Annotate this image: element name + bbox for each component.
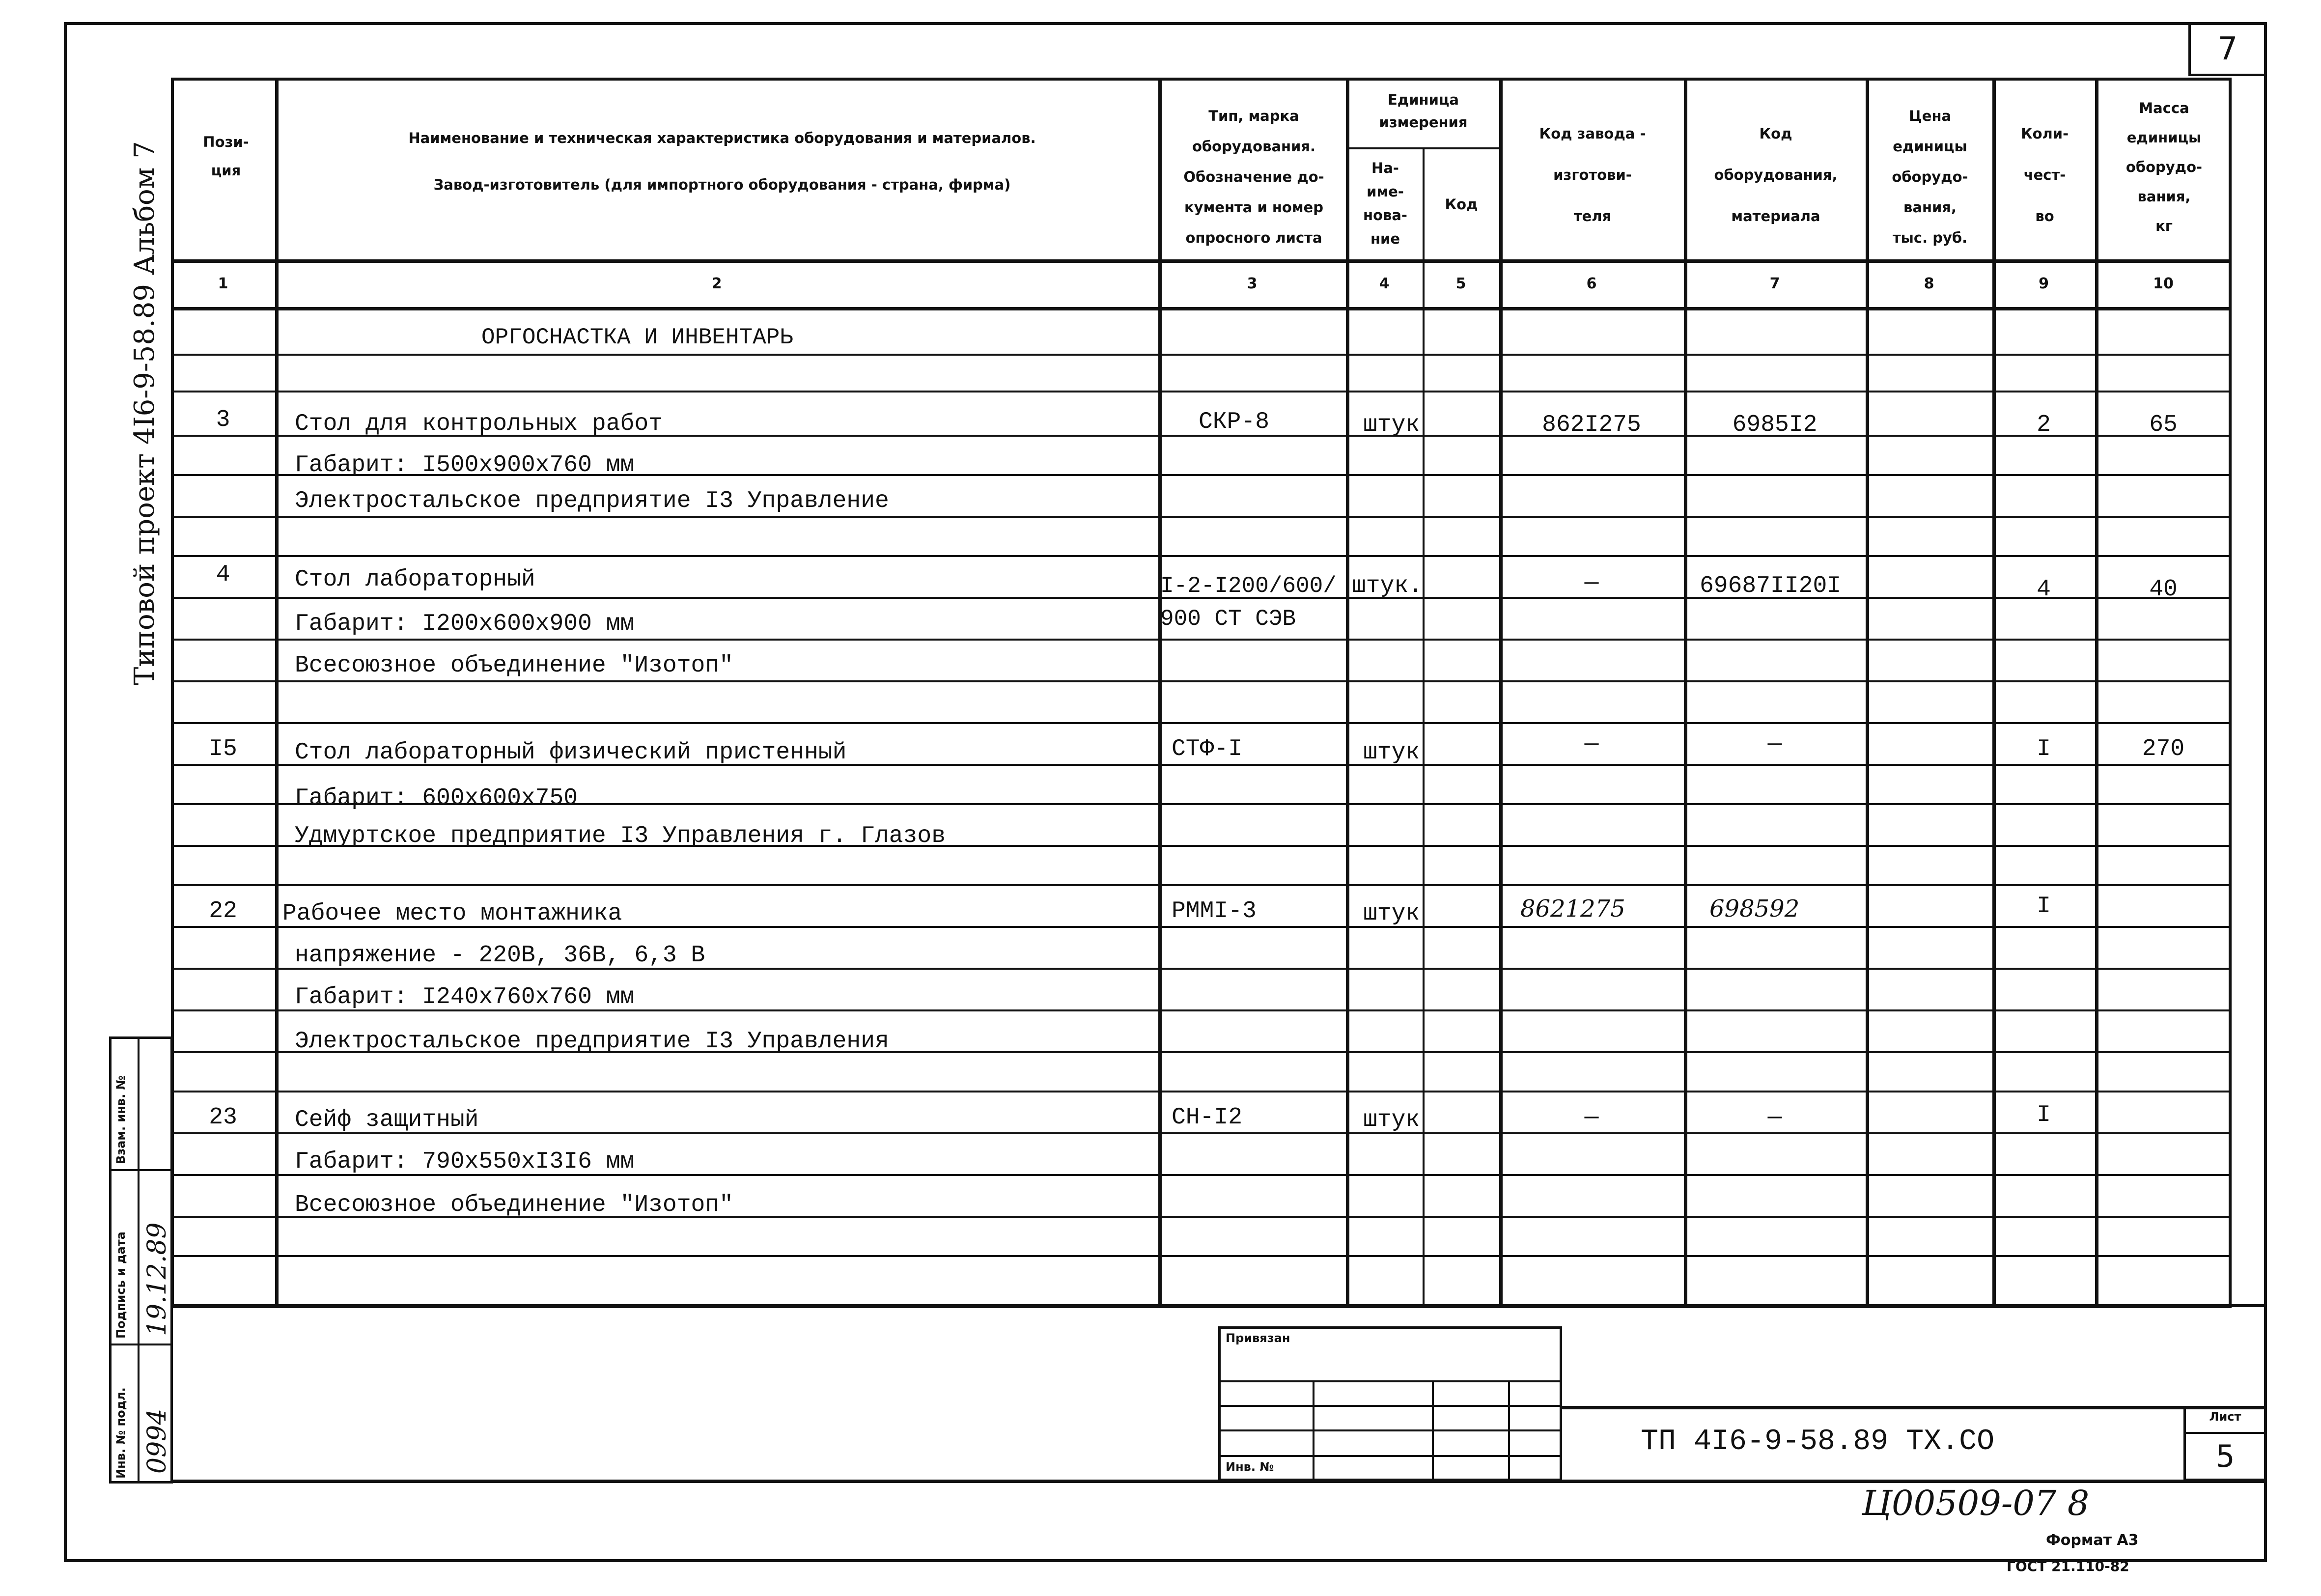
item-type: СКР-8	[1199, 409, 1270, 435]
item-name-line: Габарит: I500х900х760 мм	[295, 452, 635, 478]
item-factory-code: —	[1584, 1104, 1599, 1131]
side-stamp-divider	[138, 1036, 140, 1484]
side-stamp-sep	[109, 1344, 173, 1345]
colnum-9: 9	[2039, 275, 2049, 292]
item-factory-code: —	[1584, 570, 1599, 596]
row-line	[171, 884, 2232, 886]
item-unit: штук	[1363, 900, 1420, 927]
header-subline	[1346, 147, 1499, 149]
item-position: I5	[209, 736, 237, 762]
header-col2-line2: Завод-изготовитель (для импортного оборудования - страна, фирма)	[433, 176, 1011, 193]
colnum-7: 7	[1769, 275, 1780, 292]
item-quantity: I	[2037, 736, 2051, 762]
row-line	[171, 354, 2232, 356]
privyazan-label: Привязан	[1226, 1331, 1290, 1345]
item-name-line: Стол лабораторный	[295, 566, 535, 593]
item-mass: 270	[2142, 736, 2185, 762]
item-name-line: Электростальское предприятие I3 Управления	[295, 1028, 889, 1055]
item-unit: штук	[1363, 412, 1420, 438]
document-code: ТП 4I6-9-58.89 ТХ.СО	[1641, 1425, 1995, 1458]
colnum-bottom-line	[171, 307, 2232, 310]
item-factory-code: 8621275	[1520, 895, 1625, 923]
item-factory-code: 862I275	[1542, 412, 1641, 438]
item-unit: штук	[1363, 1107, 1420, 1133]
row-line	[171, 391, 2232, 392]
row-line	[171, 555, 2232, 557]
header-col3: Тип, марка оборудования. Обозначение до- кумента и номер опросного листа	[1183, 108, 1324, 246]
item-mass: 65	[2149, 412, 2178, 438]
item-type: I-2-I200/600/	[1160, 573, 1337, 599]
privyazan-box	[1218, 1326, 1562, 1481]
item-type: СТФ-I	[1172, 736, 1243, 762]
header-bottom-line	[171, 259, 2232, 263]
item-equipment-code: 6985I2	[1732, 412, 1818, 438]
format-label: Формат А3	[2046, 1532, 2139, 1549]
side-stamp-inv-podl: Инв. № подл.	[114, 1387, 128, 1479]
colnum-3: 3	[1247, 275, 1258, 292]
gost-label: ГОСТ 21.110-82	[2007, 1558, 2129, 1574]
item-equipment-code: —	[1767, 731, 1782, 757]
privyazan-line	[1218, 1405, 1562, 1407]
title-block-top	[1562, 1406, 2267, 1409]
sheet-box-line	[2183, 1432, 2267, 1434]
archive-number: Ц00509-07 8	[1862, 1483, 2090, 1523]
sheet-label: Лист	[2209, 1410, 2241, 1424]
header-col6: Код завода - изготови- теля	[1539, 125, 1646, 224]
sheet-value: 5	[2215, 1438, 2235, 1474]
colnum-2: 2	[711, 275, 722, 292]
privyazan-vline	[1432, 1380, 1434, 1481]
item-unit: штук	[1363, 739, 1420, 766]
item-type: РММI-3	[1172, 898, 1257, 924]
header-col4: На- име- нова- ние	[1363, 160, 1407, 247]
row-line	[171, 1255, 2232, 1257]
item-name-line: Стол лабораторный физический пристенный	[295, 739, 847, 766]
item-equipment-code: 698592	[1709, 895, 1800, 923]
item-equipment-code: 69687II20I	[1700, 573, 1842, 599]
side-stamp-date: 19.12.89	[142, 1222, 172, 1336]
side-project-label: Типовой проект 4I6-9-58.89 Альбом 7	[129, 141, 161, 685]
header-col8: Цена единицы оборудо- вания, тыс. руб.	[1892, 108, 1968, 246]
header-col1: Пози- ция	[203, 134, 249, 179]
colnum-8: 8	[1924, 275, 1934, 292]
side-stamp-podpis: Подпись и дата	[114, 1232, 128, 1339]
item-mass: 40	[2149, 576, 2178, 603]
section-title: ОРГОСНАСТКА И ИНВЕНТАРЬ	[481, 325, 793, 350]
side-stamp-sep	[109, 1169, 173, 1171]
header-col9: Коли- чест- во	[2020, 125, 2069, 224]
item-position: 22	[209, 898, 237, 924]
privyazan-line	[1218, 1429, 1562, 1431]
item-name-line: Габарит: 600х600х750	[295, 785, 578, 812]
side-stamp-vzam: Взам. инв. №	[114, 1075, 128, 1164]
item-name-line: Удмуртское предприятие I3 Управления г. Глазов	[295, 823, 946, 849]
item-type: СН-I2	[1172, 1104, 1243, 1131]
item-position: 23	[209, 1104, 237, 1131]
privyazan-vline	[1508, 1380, 1510, 1481]
item-name-line: Всесоюзное объединение "Изотоп"	[295, 1192, 733, 1218]
sheet-number-top: 7	[2217, 31, 2238, 67]
item-name-line: Стол для контрольных работ	[295, 411, 663, 437]
item-name-line: Всесоюзное объединение "Изотоп"	[295, 652, 733, 679]
colnum-5: 5	[1455, 275, 1466, 292]
header-col7: Код оборудования, материала	[1714, 125, 1838, 224]
item-quantity: 2	[2037, 412, 2051, 438]
row-line	[171, 1091, 2232, 1092]
privyazan-line	[1218, 1380, 1562, 1382]
header-col10: Масса единицы оборудо- вания, кг	[2125, 100, 2203, 234]
item-name-line: напряжение - 220В, 36В, 6,3 В	[295, 942, 705, 969]
header-col45-top: Единица измерения	[1379, 91, 1468, 131]
item-name-line: Габарит: I240х760х760 мм	[295, 984, 635, 1010]
side-stamp-inv-value: 0994	[142, 1408, 172, 1474]
item-factory-code: —	[1584, 731, 1599, 757]
colnum-6: 6	[1586, 275, 1597, 292]
item-name-line: Габарит: I200х600х900 мм	[295, 611, 635, 637]
colnum-1: 1	[218, 275, 228, 292]
item-position: 4	[216, 561, 230, 588]
row-line	[171, 722, 2232, 724]
item-name-line: Габарит: 790х550хI3I6 мм	[295, 1148, 635, 1175]
item-name-line: Рабочее место монтажника	[282, 900, 622, 927]
item-name-line: Электростальское предприятие I3 Управление	[295, 488, 889, 514]
item-quantity: I	[2037, 1102, 2051, 1128]
privyazan-line	[1218, 1455, 1562, 1457]
item-equipment-code: —	[1767, 1104, 1782, 1131]
item-quantity: 4	[2037, 576, 2051, 603]
item-type-line2: 900 СТ СЭВ	[1160, 606, 1296, 632]
privyazan-inv-no: Инв. №	[1226, 1460, 1274, 1474]
item-name-line: Сейф защитный	[295, 1107, 479, 1133]
item-quantity: I	[2037, 893, 2051, 920]
colnum-4: 4	[1379, 275, 1390, 292]
colnum-10: 10	[2153, 275, 2174, 292]
item-unit: штук.	[1352, 573, 1423, 599]
item-position: 3	[216, 407, 230, 433]
privyazan-vline	[1313, 1380, 1314, 1481]
header-col2-line1: Наименование и техническая характеристика оборудования и материалов.	[408, 130, 1036, 146]
header-col5: Код	[1445, 196, 1478, 213]
